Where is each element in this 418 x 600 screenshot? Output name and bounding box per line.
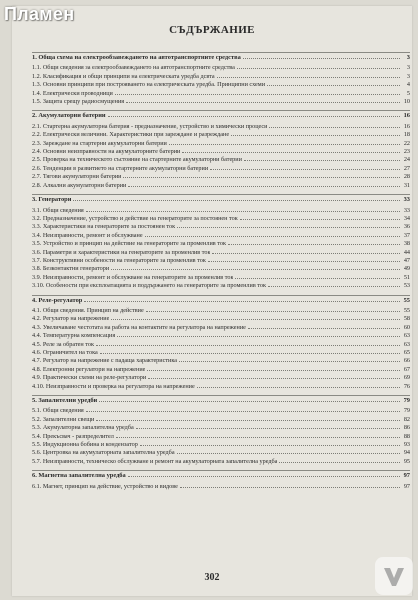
toc-entry: [32, 315, 410, 323]
toc-entry: [32, 123, 410, 131]
toc-entry-title: 3.4. Неизправности, ремонт и обслужване: [32, 231, 143, 239]
toc-entry: [32, 148, 410, 156]
toc-entry-title: 2.8. Алкални акумулаторни батерии: [32, 181, 127, 189]
dot-leader: [177, 453, 400, 454]
toc-section: [32, 110, 410, 190]
dot-leader: [123, 177, 400, 178]
toc-entry: [32, 458, 410, 466]
dot-leader: [128, 476, 400, 477]
table-of-contents: [32, 48, 410, 491]
dot-leader: [268, 286, 400, 287]
toc-entry: [32, 257, 410, 265]
dot-leader: [108, 116, 400, 117]
toc-entry: [32, 73, 410, 81]
dot-leader: [231, 135, 400, 136]
toc-entry-page: 28: [403, 173, 410, 181]
toc-entry: [32, 81, 410, 89]
toc-entry-title: 5.3. Акумулаторна запалителна уредба: [32, 424, 134, 432]
toc-entry-page: 10: [403, 98, 410, 106]
dot-leader: [243, 58, 400, 59]
toc-entry-title: 3. Генератори: [32, 196, 72, 204]
dot-leader: [269, 127, 400, 128]
toc-entry: [32, 433, 410, 441]
dot-leader: [182, 152, 400, 153]
dot-leader: [210, 169, 400, 170]
toc-entry-title: 1.4. Електрически проводници: [32, 89, 113, 97]
dot-leader: [147, 370, 400, 371]
toc-entry-page: 82: [403, 415, 410, 423]
dot-leader: [111, 319, 400, 320]
toc-entry-title: 1.2. Класификация и общи принципи на електрическата уредба дсвта: [32, 72, 215, 80]
toc-entry-page: 63: [403, 340, 410, 348]
dot-leader: [96, 420, 400, 421]
toc-entry-title: 5.6. Центровка на акумулаторната запалителна уредба: [32, 449, 175, 457]
toc-section-heading: [32, 196, 410, 204]
toc-entry-title: 2.6. Тенденции в развитието на стартерните акумулаторни батерии: [32, 164, 209, 172]
toc-entry-page: 31: [403, 181, 410, 189]
toc-entry-page: 65: [403, 349, 410, 356]
dot-leader: [169, 144, 400, 145]
toc-entry-title: 3.7. Конструктивни особености на генераторите за променлив ток: [32, 256, 206, 264]
dot-leader: [96, 345, 400, 346]
toc-entry-title: 2.1. Стартерна акумулаторна батерия - предназначение, устройство и химически процеси: [32, 122, 268, 130]
toc-entry-title: 1.1. Общи сведения за електрообзавеждането на автотранспортните средства: [32, 64, 235, 72]
book-page: [12, 6, 412, 596]
toc-entry: [32, 449, 410, 457]
toc-entry-title: 1.3. Основни принципи при построяването на електрическата уредба. Принципни схеми: [32, 81, 266, 89]
toc-entry-title: 5.1. Общи сведения: [32, 407, 84, 415]
dot-leader: [146, 311, 400, 312]
toc-entry-title: 2.2. Електрически величини. Характеристики при зареждане и разреждане: [32, 131, 230, 139]
toc-entry-page: 97: [403, 482, 410, 490]
toc-entry: [32, 307, 410, 315]
toc-entry: [32, 424, 410, 432]
toc-entry-page: 3: [406, 64, 410, 72]
dot-leader: [84, 301, 400, 302]
dot-leader: [117, 336, 400, 337]
toc-section: [32, 470, 410, 491]
toc-entry-page: 22: [403, 139, 410, 147]
toc-entry-page: 60: [403, 323, 410, 331]
toc-entry: [32, 416, 410, 424]
toc-entry-page: 55: [403, 296, 410, 304]
toc-entry: [32, 332, 410, 340]
toc-entry: [32, 407, 410, 415]
toc-entry: [32, 349, 410, 357]
toc-entry-page: 51: [403, 273, 410, 281]
toc-entry: [32, 324, 410, 332]
toc-entry-title: 4.6. Ограничител на тока: [32, 349, 98, 356]
dot-leader: [177, 227, 400, 228]
dot-leader: [197, 387, 400, 388]
toc-entry: [32, 265, 410, 273]
page-title: СЪДЪРЖАНИЕ: [169, 24, 255, 36]
toc-entry: [32, 366, 410, 374]
toc-entry-page: 79: [403, 397, 410, 405]
watermark-logo-icon: [374, 556, 414, 596]
toc-entry: [32, 374, 410, 382]
toc-entry: [32, 357, 410, 365]
toc-entry-page: 27: [403, 164, 410, 172]
toc-entry-page: 95: [403, 457, 410, 465]
toc-entry: [32, 240, 410, 248]
toc-entry: [32, 223, 410, 231]
toc-entry-title: 1.5. Защита срещу радиосмущения: [32, 98, 125, 106]
toc-entry-page: 94: [403, 449, 410, 457]
dot-leader: [136, 428, 400, 429]
toc-entry-page: 76: [403, 382, 410, 390]
toc-entry-title: 4.10. Неизправности и проверка на регулатора на напрежение: [32, 382, 195, 390]
toc-entry-title: 3.6. Параметри и характеристики на генераторите за променлив ток: [32, 248, 211, 256]
toc-entry: [32, 282, 410, 290]
dot-leader: [111, 269, 400, 270]
toc-entry-page: 3: [406, 54, 410, 61]
toc-entry-page: 86: [403, 424, 410, 432]
toc-entry-page: 23: [403, 148, 410, 156]
toc-section: [32, 194, 410, 290]
toc-entry-page: 53: [403, 282, 410, 290]
dot-leader: [140, 445, 400, 446]
toc-entry-title: 3.10. Особености при експлоатацията и поддържането на генераторите за променлив ток: [32, 282, 267, 290]
toc-entry: [32, 341, 410, 349]
toc-section: [32, 52, 410, 106]
toc-entry-page: 34: [403, 214, 410, 222]
toc-entry-title: 3.1. Общи сведения: [32, 206, 84, 214]
toc-entry-page: 69: [403, 374, 410, 382]
toc-entry: [32, 215, 410, 223]
toc-entry: [32, 182, 410, 190]
toc-entry-title: 4.5. Реле за обратен ток: [32, 340, 95, 348]
toc-entry-title: 6.1. Магнет, принцип на действие, устройство и видове: [32, 482, 178, 490]
toc-entry-title: 3.5. Устройство и принцип на действие на генераторите за променлив ток: [32, 240, 226, 248]
toc-section: [32, 395, 410, 466]
dot-leader: [235, 278, 400, 279]
page-number: 302: [204, 572, 220, 583]
toc-entry-title: 4.2. Регулатор на напрежение: [32, 315, 110, 323]
toc-entry: [32, 207, 410, 215]
toc-entry-page: 38: [403, 240, 410, 248]
toc-entry-title: 6. Магнетна запалителна уредба: [32, 472, 126, 480]
toc-entry-page: 24: [403, 156, 410, 164]
dot-leader: [99, 401, 400, 402]
dot-leader: [145, 236, 400, 237]
toc-section-heading: [32, 472, 410, 480]
toc-entry-title: 2.4. Основни неизправности на акумулаторните батерии: [32, 148, 181, 156]
dot-leader: [248, 328, 400, 329]
toc-entry: [32, 156, 410, 164]
toc-entry-page: 18: [403, 131, 410, 139]
dot-leader: [228, 244, 400, 245]
toc-entry-title: 5.7. Неизправности, техническо обслужване и ремонт на акумулаторната запалителна уредба: [32, 457, 278, 465]
dot-leader: [279, 462, 400, 463]
toc-entry-page: 66: [403, 357, 410, 365]
dot-leader: [217, 77, 400, 78]
toc-entry-title: 4.7. Регулатор на напрежение с падаща характеристика: [32, 357, 178, 365]
dot-leader: [86, 211, 400, 212]
dot-leader: [208, 261, 400, 262]
toc-entry: [32, 173, 410, 181]
toc-entry: [32, 98, 410, 106]
toc-entry-title: 5.4. Прекъсвач - разпределител: [32, 432, 114, 440]
toc-entry-title: 5. Запалителни уредби: [32, 397, 98, 405]
toc-entry-page: 97: [403, 472, 410, 480]
toc-entry-page: 3: [406, 72, 410, 80]
toc-entry: [32, 441, 410, 449]
toc-entry-page: 63: [403, 332, 410, 340]
toc-entry-title: 3.9. Неизправности, ремонт и обслужване на генераторите за променлив ток: [32, 273, 234, 281]
toc-entry-title: 2.5. Проверка на техническото състояние на стартерните акумулаторни батерии: [32, 156, 242, 164]
toc-entry-page: 16: [403, 112, 410, 120]
toc-entry-title: 4.8. Електронни регулатори на напрежение: [32, 365, 146, 373]
toc-entry-title: 3.8. Безконтактни генератори: [32, 265, 110, 273]
dot-leader: [237, 68, 400, 69]
dot-leader: [212, 253, 400, 254]
toc-entry-page: 33: [403, 196, 410, 204]
dot-leader: [267, 85, 400, 86]
toc-entry: [32, 140, 410, 148]
toc-entry-title: 3.2. Предназначение, устройство и действие на генераторите за постоянен ток: [32, 214, 238, 222]
toc-entry: [32, 165, 410, 173]
toc-entry-page: 36: [403, 223, 410, 231]
dot-leader: [240, 219, 400, 220]
dot-leader: [128, 186, 400, 187]
toc-entry-page: 5: [406, 89, 410, 97]
toc-entry-title: 5.5. Индукционна бобина и кондензатор: [32, 441, 138, 449]
dot-leader: [73, 200, 400, 201]
toc-section-heading: [32, 297, 410, 305]
dot-leader: [126, 102, 400, 103]
toc-entry-title: 4.4. Температурна компенсация: [32, 332, 116, 340]
dot-leader: [180, 487, 400, 488]
dot-leader: [179, 361, 400, 362]
toc-entry: [32, 90, 410, 98]
toc-section-heading: [32, 54, 410, 62]
toc-entry-page: 58: [403, 315, 410, 323]
toc-entry: [32, 483, 410, 491]
toc-entry-title: 5.2. Запалителни свещи: [32, 415, 95, 423]
toc-entry-title: 3.3. Характеристики на генераторите за постоянен ток: [32, 223, 176, 231]
toc-entry-title: 1. Обща схема на електрообзавеждането на автотранспортните средства: [32, 54, 241, 61]
toc-entry-page: 37: [403, 231, 410, 239]
dot-leader: [116, 437, 400, 438]
toc-entry-page: 55: [403, 306, 410, 314]
toc-entry-title: 4.9. Практически схеми на реле-регулатори: [32, 374, 147, 382]
toc-entry-title: 2. Акумулаторни батерии: [32, 112, 106, 120]
watermark-text: Пламен: [4, 4, 75, 24]
toc-entry: [32, 64, 410, 72]
toc-entry-page: 33: [403, 206, 410, 214]
toc-section-heading: [32, 112, 410, 120]
dot-leader: [244, 160, 400, 161]
dot-leader: [100, 353, 400, 354]
toc-section: [32, 295, 410, 391]
toc-entry: [32, 249, 410, 257]
toc-entry-title: 4.1. Общи сведения. Принцип на действие: [32, 306, 144, 314]
toc-entry-page: 47: [403, 256, 410, 264]
toc-entry-title: 4. Реле-регулатор: [32, 296, 83, 304]
dot-leader: [115, 94, 400, 95]
toc-entry-page: 44: [403, 248, 410, 256]
toc-entry-title: 2.7. Тягови акумулаторни батерии: [32, 173, 122, 181]
toc-entry-page: 4: [406, 81, 410, 89]
toc-entry: [32, 131, 410, 139]
toc-entry-page: 49: [403, 265, 410, 273]
toc-entry-page: 88: [403, 432, 410, 440]
toc-entry-page: 93: [403, 441, 410, 449]
toc-entry: [32, 383, 410, 391]
toc-entry: [32, 274, 410, 282]
dot-leader: [148, 378, 400, 379]
toc-entry-page: 16: [403, 122, 410, 130]
toc-entry: [32, 232, 410, 240]
toc-entry-title: 4.3. Увеличаване честотата на работа на контактите на регулатора на напрежение: [32, 323, 246, 331]
toc-section-heading: [32, 397, 410, 405]
dot-leader: [86, 411, 400, 412]
toc-entry-title: 2.3. Зареждане на стартерни акумулаторни батерии: [32, 139, 167, 147]
toc-entry-page: 79: [403, 407, 410, 415]
toc-entry-page: 67: [403, 365, 410, 373]
